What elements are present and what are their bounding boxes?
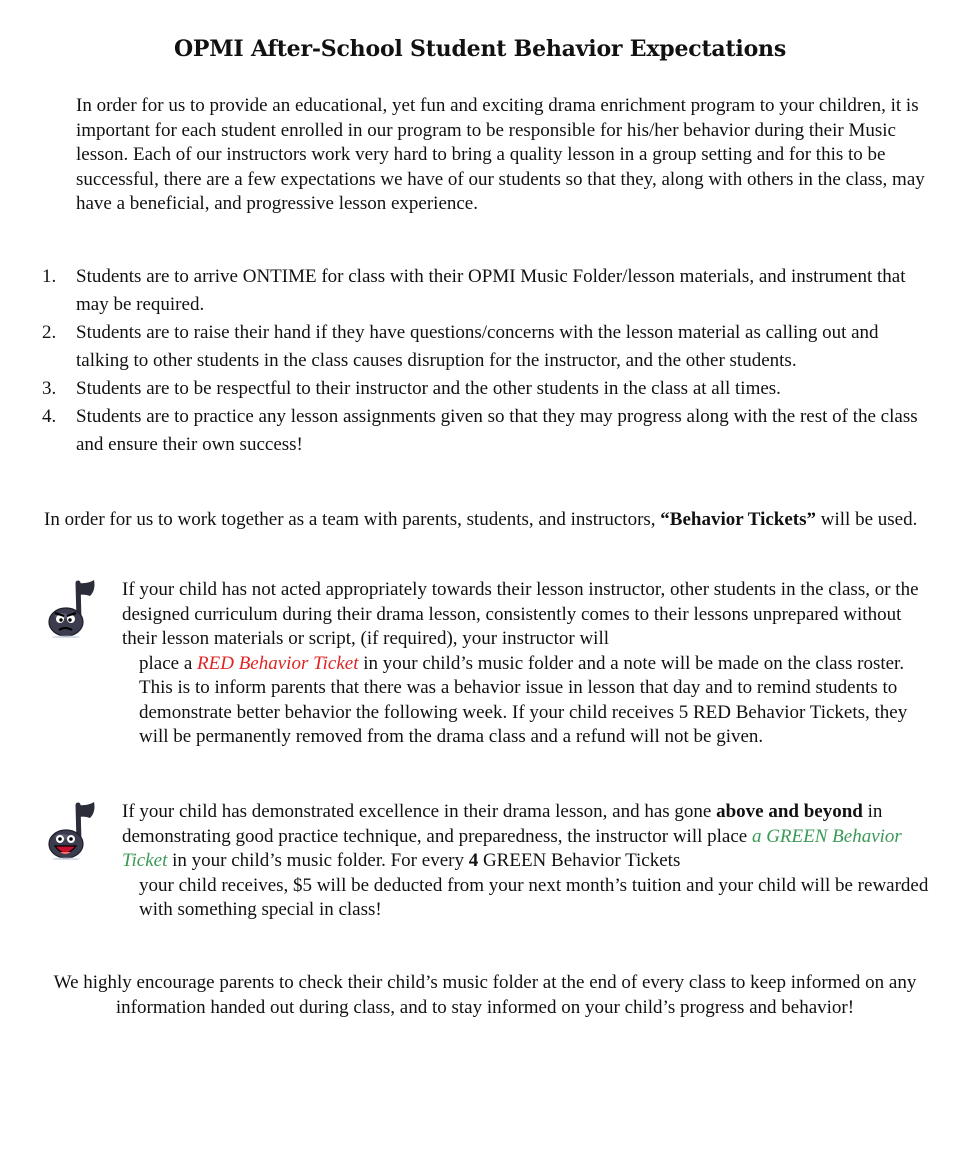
- team-text-before: In order for us to work together as a team with parents, students, and instructors,: [44, 509, 661, 530]
- happy-music-note-icon: [40, 800, 100, 860]
- list-item-text: Students are to arrive ONTIME for class with their OPMI Music Folder/lesson materials, and instrument that may be required.: [76, 266, 906, 315]
- green-ticket-section: [40, 800, 930, 930]
- green-ticket-text-p2: in demonstrating good practice technique, and preparedness, the instructor will place: [122, 801, 883, 847]
- ticket-count-text: 4: [468, 850, 479, 871]
- list-item-text: Students are to practice any lesson assignments given so that they may progress along with the rest of the class and ensure their own success!: [76, 406, 918, 455]
- red-ticket-hanging-text: [122, 652, 930, 750]
- list-item: [40, 403, 930, 459]
- red-ticket-text-line1: If your child has not acted appropriately towards their lesson instructor, other students in the class, or the designed curriculum during their drama lesson, consistently comes to their lessons unprepared without their lesson materials or script, (if required), your instructor will: [122, 579, 919, 649]
- list-item: [40, 375, 930, 403]
- intro-paragraph: In order for us to provide an educational, yet fun and exciting drama enrichment program to your children, it is important for each student enrolled in our program to be responsible for his/her behavior during their Music lesson. Each of our instructors work very hard to bring a quality lesson in a group setting and for this to be successful, there are a few expectations we have of our students so that they, along with others in the class, may have a beneficial, and progressive lesson experience.: [76, 95, 925, 214]
- angry-music-note-icon: [40, 578, 100, 638]
- page-title: OPMI After-School Student Behavior Expectations: [173, 36, 787, 62]
- red-behavior-ticket-label: RED Behavior Ticket: [197, 652, 359, 674]
- expectations-list: [40, 263, 930, 459]
- list-item-number: 1.: [42, 266, 57, 287]
- green-ticket-text-pre: a: [751, 825, 767, 847]
- list-item: [40, 319, 930, 375]
- list-item-text: Students are to raise their hand if they have questions/concerns with the lesson material as calling out and talking to other students in the class causes disruption for the instructor, and the other students.: [76, 322, 879, 371]
- red-ticket-section: [40, 578, 930, 778]
- team-text-after: will be used.: [816, 509, 918, 530]
- behavior-tickets-intro: [12, 507, 932, 532]
- above-and-beyond-text: above and beyond: [716, 801, 863, 822]
- green-ticket-paragraph: [122, 800, 930, 923]
- green-ticket-text-p4: GREEN Behavior Tickets: [478, 850, 681, 871]
- red-ticket-text-post: in your child’s music folder and a note will be made on the class roster. This is to inform parents that there was a behavior issue in lesson that day and to remind students to demonstrate better behavior the following week. If your child receives 5 RED Behavior Tickets, they will be permanently removed from the drama class and a refund will not be given.: [139, 652, 908, 747]
- behavior-tickets-term: “Behavior Tickets”: [660, 509, 817, 530]
- list-item-number: 2.: [42, 322, 57, 343]
- list-item: [40, 263, 930, 319]
- list-item-number: 3.: [42, 378, 57, 399]
- green-ticket-text-p3: in your child’s music folder. For every: [167, 850, 469, 871]
- red-ticket-paragraph: [122, 578, 930, 750]
- list-item-number: 4.: [42, 406, 57, 427]
- closing-paragraph: We highly encourage parents to check their child’s music folder at the end of every class to keep informed on any information handed out during class, and to stay informed on your child’s progress and behavior!: [53, 972, 917, 1018]
- green-ticket-hanging-text: your child receives, $5 will be deducted from your next month’s tuition and your child will be rewarded with something special in class!: [139, 874, 929, 920]
- green-ticket-text-p1: If your child has demonstrated excellence in their drama lesson, and has gone: [122, 801, 717, 822]
- green-behavior-ticket-label: GREEN Behavior Ticket: [122, 825, 902, 871]
- list-item-text: Students are to be respectful to their instructor and the other students in the class at all times.: [76, 378, 781, 399]
- red-ticket-text-pre: place a: [139, 652, 198, 674]
